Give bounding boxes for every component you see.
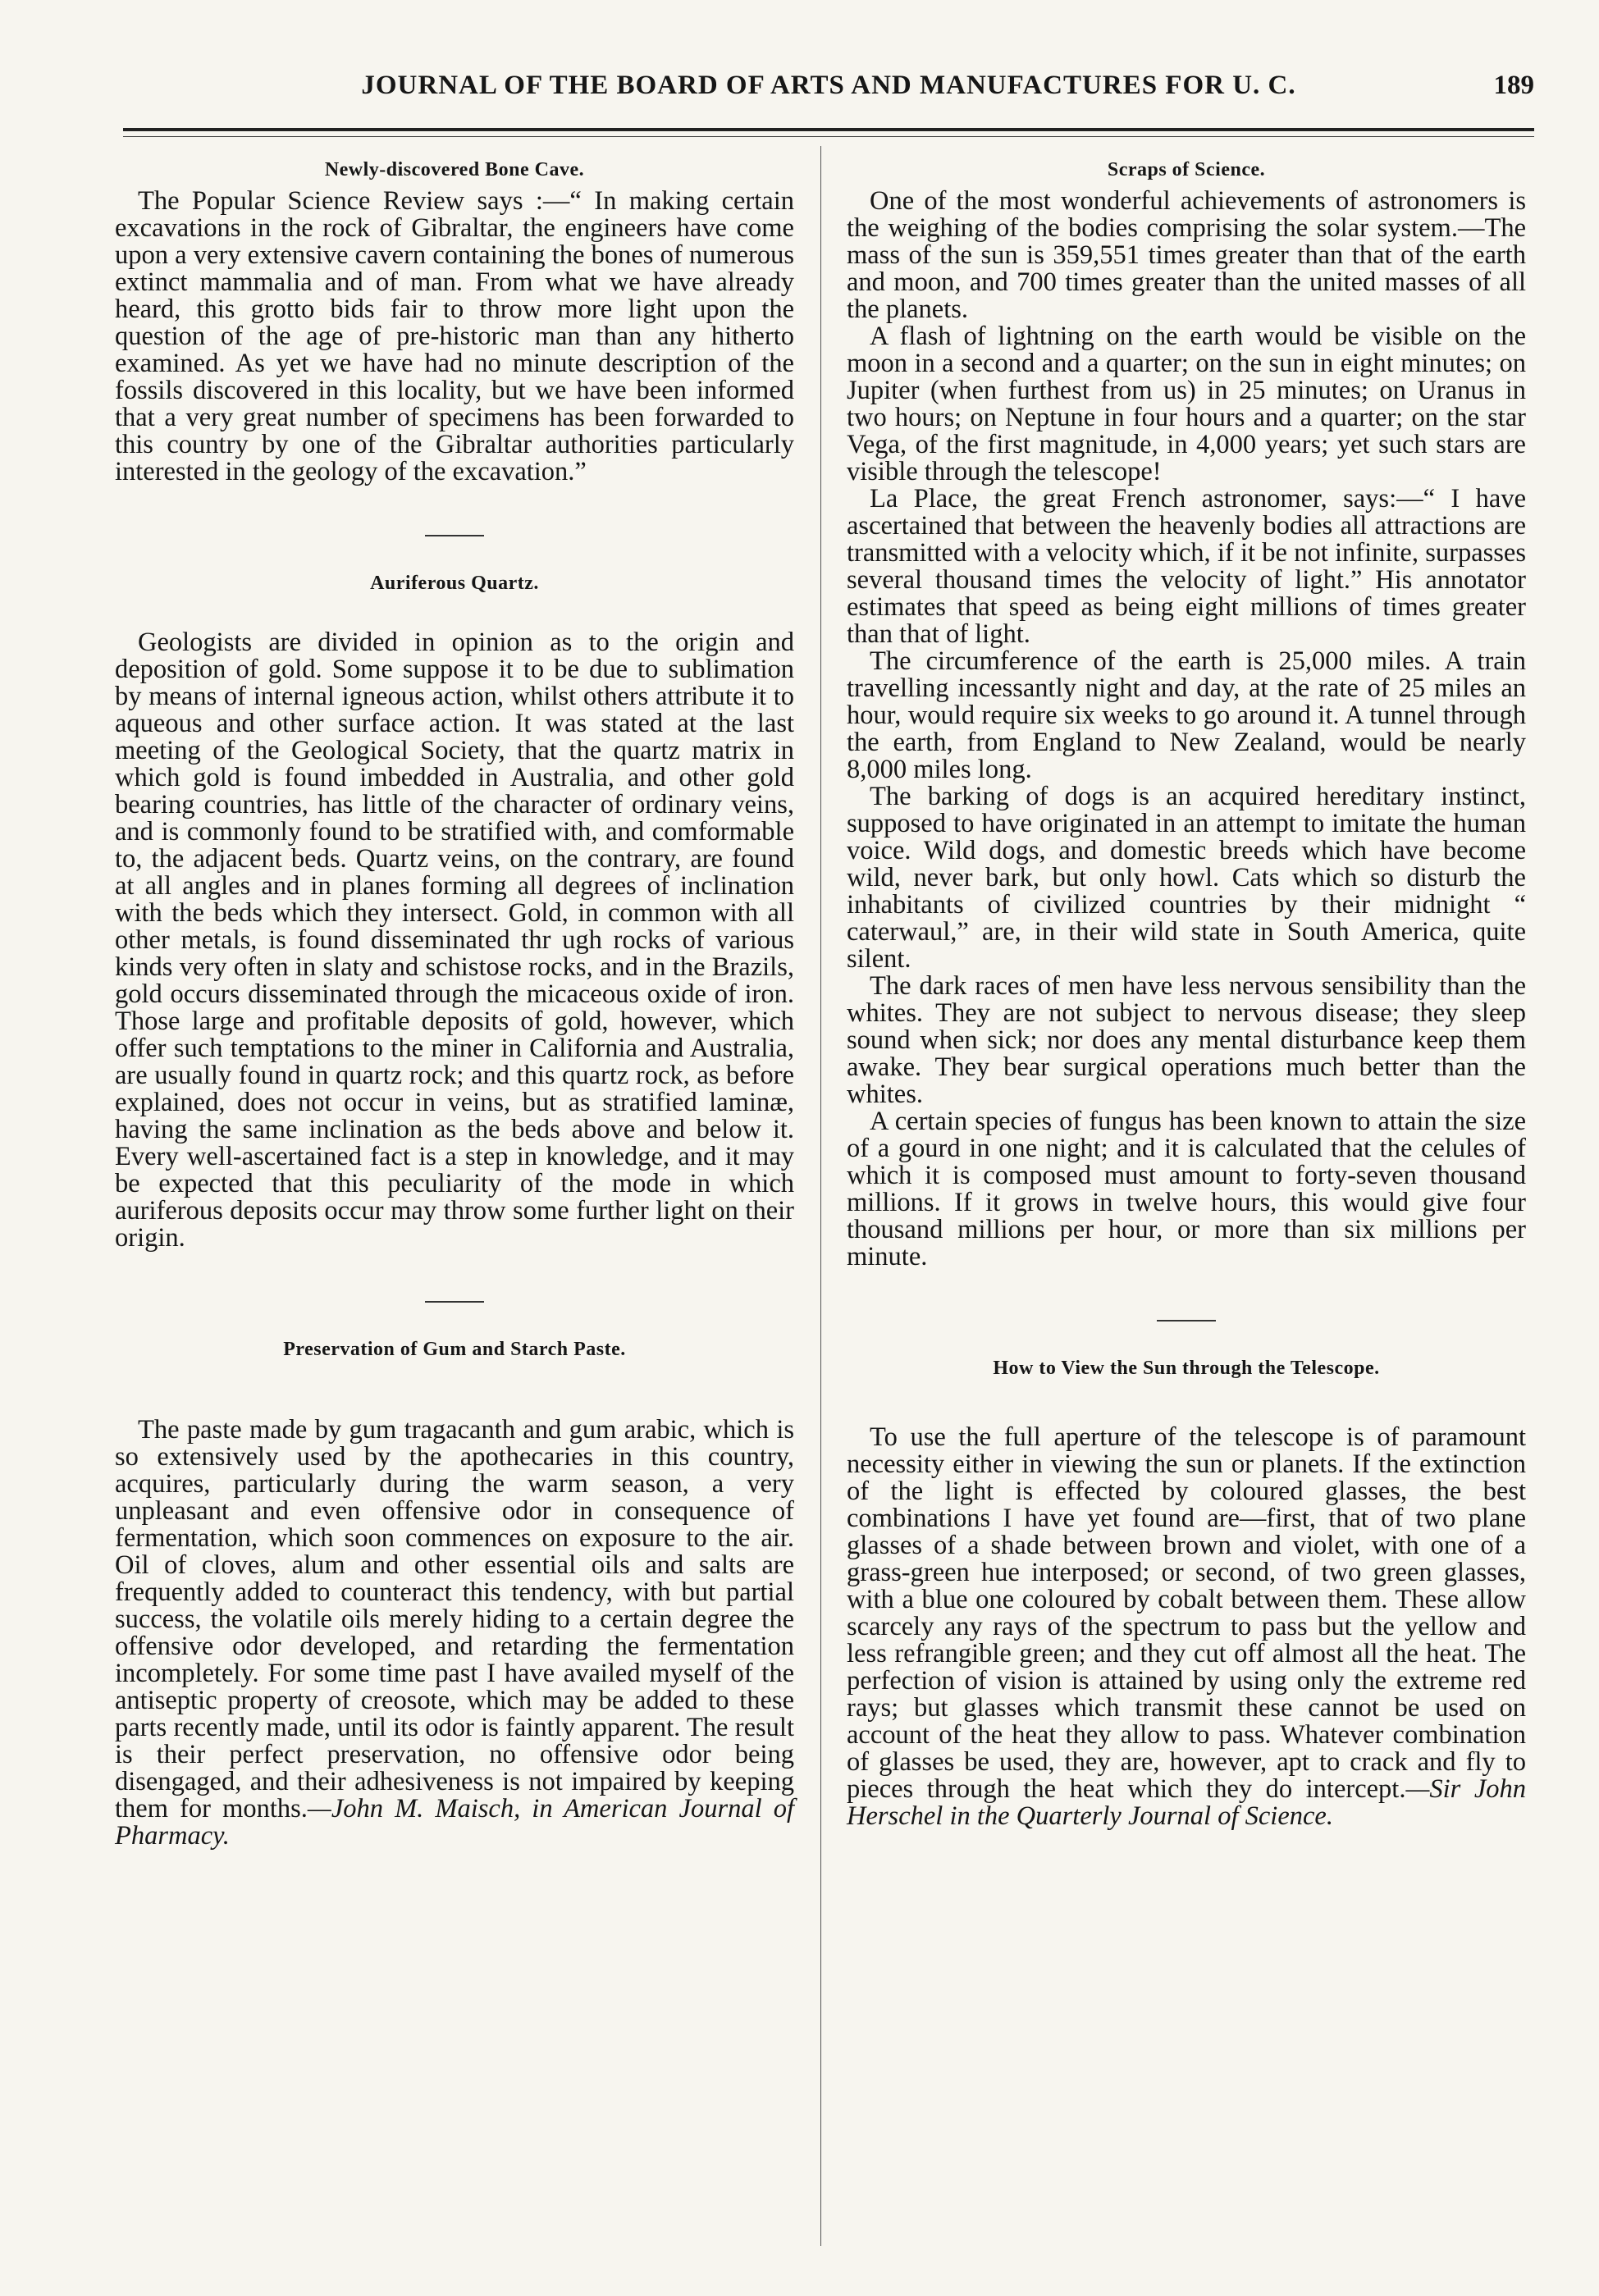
article-heading-gum-starch-paste: Preservation of Gum and Starch Paste. bbox=[283, 1339, 626, 1360]
article-body-view-sun-telescope bbox=[847, 1424, 1526, 1830]
source-citation: —Sir John Herschel in the Quarterly Journal of Science. bbox=[847, 1774, 1526, 1831]
paragraph bbox=[847, 1424, 1526, 1830]
paragraph: The circumference of the earth is 25,000 miles. A train travelling incessantly night and day, at the rate of 25 miles an hour, would require six weeks to go around it. A tunnel through the earth, from England to New Zealand, would be nearly 8,000 miles long. bbox=[847, 646, 1526, 784]
paragraph: The dark races of men have less nervous sensibility than the whites. They are not subject to nervous disease; they sleep sound when sick; nor does any mental disturbance keep them awake. They bear surgical operations much better than the whites. bbox=[847, 971, 1526, 1109]
article-separator bbox=[1157, 1320, 1216, 1321]
article-heading-scraps-of-science: Scraps of Science. bbox=[1107, 159, 1266, 180]
paragraph: The Popular Science Review says :—“ In making certain excavations in the rock of Gibraltar, the engineers have come upon a very extensive cavern containing the bones of numerous extinct mammalia and of man. From what we have already heard, this grotto bids fair to throw more light upon the question of the age of pre-historic man than any hitherto examined. As yet we have had no minute description of the fossils discovered in this locality, but we have been informed that a very great number of specimens has been forwarded to this country by one of the Gibraltar authorities particularly interested in the geology of the excavation.” bbox=[115, 186, 794, 486]
running-header bbox=[123, 71, 1534, 120]
paragraph: La Place, the great French astronomer, says:—“ I have ascertained that between the heavenly bodies all attractions are transmitted with a velocity which, if it be not infinite, surpasses several thousand times the velocity of light.” His annotator estimates that speed as being eight millions of times greater than that of light. bbox=[847, 484, 1526, 649]
paragraph: A certain species of fungus has been known to attain the size of a gourd in one night; and it is calculated that the celules of which it is composed must amount to forty-seven thousand millions. If it grows in twelve hours, this would give four thousand millions per hour, or more than six millions per minute. bbox=[847, 1107, 1526, 1271]
journal-title: JOURNAL OF THE BOARD OF ARTS AND MANUFACTURES FOR U. C. bbox=[361, 71, 1296, 100]
paragraph: The barking of dogs is an acquired hereditary instinct, supposed to have originated in an attempt to imitate the human voice. Wild dogs, and domestic breeds which have become wild, never bark, but only howl. Cats which so disturb the inhabitants of civilized countries by their midnight “ caterwaul,” are, in their wild state in South America, quite silent. bbox=[847, 782, 1526, 974]
paragraph: One of the most wonderful achievements of astronomers is the weighing of the bodies comprising the solar system.—The mass of the sun is 359,551 times greater than that of the earth and moon, and 700 times greater than the united masses of all the planets. bbox=[847, 186, 1526, 324]
article-separator bbox=[425, 535, 484, 536]
article-separator bbox=[425, 1301, 484, 1303]
paragraph: A flash of lightning on the earth would be visible on the moon in a second and a quarter; on the sun in eight minutes; on Jupiter (when furthest from us) in 25 minutes; on Uranus in two hours; on Neptune in four hours and a quarter; on the star Vega, of the first magnitude, in 4,000 years; yet such stars are visible through the telescope! bbox=[847, 322, 1526, 486]
header-rule-thin bbox=[123, 136, 1534, 137]
article-heading-bone-cave: Newly-discovered Bone Cave. bbox=[324, 159, 585, 180]
article-body-scraps-of-science bbox=[847, 188, 1526, 1271]
article-body-bone-cave bbox=[115, 188, 794, 486]
article-heading-auriferous-quartz: Auriferous Quartz. bbox=[370, 573, 539, 594]
article-body-auriferous-quartz bbox=[115, 629, 794, 1252]
paragraph: Geologists are divided in opinion as to the origin and deposition of gold. Some suppose it to be due to sublimation by means of internal igneous action, whilst others attribute it to aqueous and other surface action. It was stated at the last meeting of the Geological Society, that the quartz matrix in which gold is found imbedded in Australia, and other gold bearing countries, has little of the character of ordinary veins, and is commonly found to be stratified with, and comformable to, the adjacent beds. Quartz veins, on the contrary, are found at all angles and in planes forming all degrees of inclination with the beds which they intersect. Gold, in common with all other metals, is found disseminated thr ugh rocks of various kinds very often in slaty and schistose rocks, and in the Brazils, gold occurs disseminated through the micaceous oxide of iron. Those large and profitable deposits of gold, however, which offer such temptations to the miner in California and Australia, are usually found in quartz rock; and this quartz rock, as before explained, does not occur in veins, but as stratified laminæ, having the same inclination as the beds above and below it. Every well-ascertained fact is a step in knowledge, and it may be expected that this peculiarity of the mode in which auriferous deposits occur may throw some further light on their origin. bbox=[115, 628, 794, 1253]
article-body-gum-starch-paste bbox=[115, 1417, 794, 1850]
header-rule-thick bbox=[123, 128, 1534, 131]
article-heading-view-sun-telescope: How to View the Sun through the Telescope. bbox=[993, 1358, 1380, 1379]
column-divider bbox=[820, 146, 821, 2246]
source-citation: —John M. Maisch, in American Journal of Pharmacy. bbox=[115, 1794, 795, 1851]
left-column bbox=[115, 148, 794, 1850]
right-column bbox=[847, 148, 1526, 1830]
page-number: 189 bbox=[1493, 71, 1534, 100]
paragraph-text: To use the full aperture of the telescope is of paramount necessity either in viewing the sun or planets. If the extinction of the light is effected by coloured glasses, the best combinations I have yet found are—first, that of two plane glasses of a shade between brown and violet, with one of a grass-green hue interposed; or second, of two green glasses, with a blue one coloured by cobalt between them. These allow scarcely any rays of the spectrum to pass but the yellow and less refrangible green; and they cut off almost all the heat. The perfection of vision is attained by using only the extreme red rays; but glasses which transmit these cannot be used on account of the heat they allow to pass. Whatever combination of glasses be used, they are, however, apt to crack and fly to pieces through the heat which they do intercept. bbox=[847, 1422, 1526, 1804]
paragraph-text: The paste made by gum tragacanth and gum arabic, which is so extensively used by the apothecaries in this country, acquires, particularly during the warm season, a very unpleasant and even offensive odor in consequence of fermentation, which soon commences on exposure to the air. Oil of cloves, alum and other essential oils and salts are frequently added to counteract this tendency, with but partial success, the volatile oils merely hiding to a certain degree the offensive odor developed, and retarding the fermentation incompletely. For some time past I have availed myself of the antiseptic property of creosote, which may be added to these parts recently made, until its odor is faintly apparent. The result is their perfect preservation, no offensive odor being disengaged, and their adhesiveness is not impaired by keeping them for months. bbox=[115, 1415, 794, 1824]
paragraph bbox=[115, 1417, 794, 1850]
